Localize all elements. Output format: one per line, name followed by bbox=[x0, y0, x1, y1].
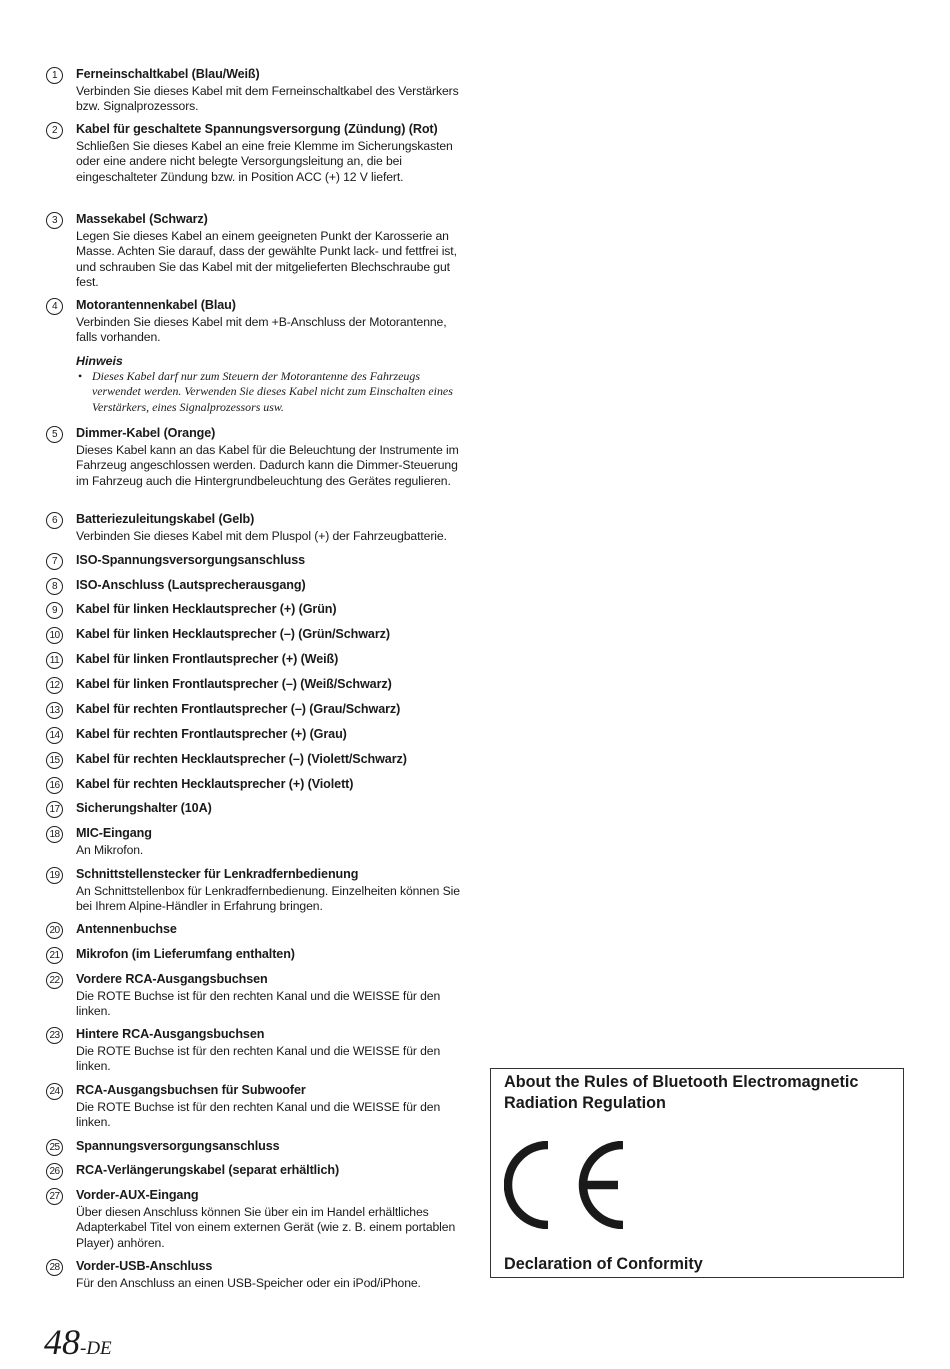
item-title: Kabel für linken Frontlautsprecher (–) (Weiß/Schwarz) bbox=[76, 677, 392, 691]
note-text: Dieses Kabel darf nur zum Steuern der Motorantenne des Fahrzeugs verwendet werden. Verwenden Sie dieses Kabel nicht zum Einschalten eines Verstärkers, eines Signalprozessors usw. bbox=[92, 368, 453, 414]
list-item bbox=[46, 799, 466, 818]
item-description: Schließen Sie dieses Kabel an eine freie Klemme im Sicherungskasten oder eine andere nicht belegte Versorgungsleitung an, die bei eingeschalteter Zündung bzw. in Position ACC (+) 12 V liefert. bbox=[76, 139, 453, 184]
item-number: 2 bbox=[46, 122, 63, 139]
item-number: 14 bbox=[46, 727, 63, 744]
item-description: Die ROTE Buchse ist für den rechten Kanal und die WEISSE für den linken. bbox=[76, 1044, 441, 1074]
item-number: 11 bbox=[46, 652, 63, 669]
item-title: Antennenbuchse bbox=[76, 922, 177, 936]
item-number: 4 bbox=[46, 298, 63, 315]
item-number: 28 bbox=[46, 1259, 63, 1276]
item-number: 9 bbox=[46, 602, 63, 619]
page-language-suffix: -DE bbox=[80, 1338, 112, 1359]
item-title: Spannungsversorgungsanschluss bbox=[76, 1139, 280, 1153]
item-number: 23 bbox=[46, 1027, 63, 1044]
list-item bbox=[46, 775, 466, 794]
item-description: Die ROTE Buchse ist für den rechten Kanal und die WEISSE für den linken. bbox=[76, 1100, 441, 1130]
bluetooth-regulation-box bbox=[490, 1068, 904, 1278]
item-description: An Mikrofon. bbox=[76, 843, 144, 857]
item-description: An Schnittstellenbox für Lenkradfernbedienung. Einzelheiten können Sie bei Ihrem Alpine-Händler in Erfahrung bringen. bbox=[76, 884, 460, 914]
item-title: MIC-Eingang bbox=[76, 826, 152, 840]
item-title: Kabel für linken Hecklautsprecher (–) (Grün/Schwarz) bbox=[76, 627, 390, 641]
list-item bbox=[46, 700, 466, 719]
item-number: 8 bbox=[46, 578, 63, 595]
item-title: Schnittstellenstecker für Lenkradfernbedienung bbox=[76, 867, 359, 881]
item-title: Kabel für linken Frontlautsprecher (+) (Weiß) bbox=[76, 652, 339, 666]
item-number: 25 bbox=[46, 1139, 63, 1156]
item-title: Kabel für rechten Hecklautsprecher (–) (Violett/Schwarz) bbox=[76, 752, 407, 766]
item-number: 19 bbox=[46, 867, 63, 884]
note-body bbox=[76, 369, 466, 415]
item-title: Vorder-AUX-Eingang bbox=[76, 1188, 199, 1202]
item-title: Massekabel (Schwarz) bbox=[76, 212, 208, 226]
list-item bbox=[46, 945, 466, 964]
list-item bbox=[46, 970, 466, 1020]
item-title: Sicherungshalter (10A) bbox=[76, 801, 212, 815]
list-item bbox=[46, 865, 466, 915]
item-title: Vorder-USB-Anschluss bbox=[76, 1259, 213, 1273]
list-item bbox=[46, 424, 466, 489]
item-title: Dimmer-Kabel (Orange) bbox=[76, 426, 216, 440]
item-number: 7 bbox=[46, 553, 63, 570]
item-number: 26 bbox=[46, 1163, 63, 1180]
ce-mark-logo bbox=[504, 1141, 629, 1229]
item-description: Die ROTE Buchse ist für den rechten Kanal und die WEISSE für den linken. bbox=[76, 989, 441, 1019]
list-item bbox=[46, 650, 466, 669]
item-number: 15 bbox=[46, 752, 63, 769]
list-item bbox=[46, 1137, 466, 1156]
item-number: 17 bbox=[46, 801, 63, 818]
item-number: 22 bbox=[46, 972, 63, 989]
item-note bbox=[76, 353, 466, 415]
list-item bbox=[46, 920, 466, 939]
item-number: 24 bbox=[46, 1083, 63, 1100]
item-title: ISO-Anschluss (Lautsprecherausgang) bbox=[76, 578, 306, 592]
list-item bbox=[46, 65, 466, 115]
item-number: 18 bbox=[46, 826, 63, 843]
item-number: 21 bbox=[46, 947, 63, 964]
item-number: 1 bbox=[46, 67, 63, 84]
item-title: Vordere RCA-Ausgangsbuchsen bbox=[76, 972, 268, 986]
list-item bbox=[46, 600, 466, 619]
item-title: Kabel für rechten Frontlautsprecher (–) (Grau/Schwarz) bbox=[76, 702, 401, 716]
item-title: Mikrofon (im Lieferumfang enthalten) bbox=[76, 947, 295, 961]
list-item bbox=[46, 296, 466, 415]
item-description: Für den Anschluss an einen USB-Speicher oder ein iPod/iPhone. bbox=[76, 1276, 421, 1290]
item-number: 16 bbox=[46, 777, 63, 794]
item-title: ISO-Spannungsversorgungsanschluss bbox=[76, 553, 306, 567]
list-item bbox=[46, 1161, 466, 1180]
note-heading: Hinweis bbox=[76, 353, 123, 368]
item-number: 6 bbox=[46, 512, 63, 529]
item-title: Ferneinschaltkabel (Blau/Weiß) bbox=[76, 67, 260, 81]
list-item bbox=[46, 1186, 466, 1251]
list-item bbox=[46, 510, 466, 544]
page-number-value: 48 bbox=[44, 1322, 80, 1362]
item-description: Über diesen Anschluss können Sie über ein im Handel erhältliches Adapterkabel Titel von einem externen Gerät (wie z. B. einem portablen Player) anhören. bbox=[76, 1205, 456, 1250]
item-description: Verbinden Sie dieses Kabel mit dem Pluspol (+) der Fahrzeugbatterie. bbox=[76, 529, 447, 543]
item-number: 13 bbox=[46, 702, 63, 719]
list-item bbox=[46, 120, 466, 185]
list-item bbox=[46, 625, 466, 644]
item-number: 5 bbox=[46, 426, 63, 443]
page-number bbox=[44, 1322, 112, 1369]
item-title: RCA-Ausgangsbuchsen für Subwoofer bbox=[76, 1083, 306, 1097]
list-item bbox=[46, 1025, 466, 1075]
item-number: 27 bbox=[46, 1188, 63, 1205]
item-title: Batteriezuleitungskabel (Gelb) bbox=[76, 512, 255, 526]
list-item bbox=[46, 725, 466, 744]
item-title: Hintere RCA-Ausgangsbuchsen bbox=[76, 1027, 265, 1041]
bullet-icon: • bbox=[78, 368, 83, 383]
list-item bbox=[46, 1257, 466, 1291]
item-title: RCA-Verlängerungskabel (separat erhältlich) bbox=[76, 1163, 340, 1177]
declaration-of-conformity: Declaration of Conformity bbox=[504, 1255, 703, 1273]
item-number: 20 bbox=[46, 922, 63, 939]
item-number: 3 bbox=[46, 212, 63, 229]
item-description: Dieses Kabel kann an das Kabel für die Beleuchtung der Instrumente im Fahrzeug angeschlossen werden. Dadurch kann die Dimmer-Steuerung im Fahrzeug auch die Hintergrundbeleuchtung des Gerätes regulieren. bbox=[76, 443, 459, 488]
list-item bbox=[46, 576, 466, 595]
list-item bbox=[46, 1081, 466, 1131]
list-item bbox=[46, 675, 466, 694]
item-title: Kabel für linken Hecklautsprecher (+) (Grün) bbox=[76, 602, 337, 616]
item-title: Kabel für geschaltete Spannungsversorgung (Zündung) (Rot) bbox=[76, 122, 438, 136]
list-item bbox=[46, 824, 466, 858]
list-item bbox=[46, 551, 466, 570]
item-number: 12 bbox=[46, 677, 63, 694]
item-title: Kabel für rechten Frontlautsprecher (+) (Grau) bbox=[76, 727, 347, 741]
list-item bbox=[46, 210, 466, 291]
item-description: Verbinden Sie dieses Kabel mit dem Ferneinschaltkabel des Verstärkers bzw. Signalprozessors. bbox=[76, 84, 459, 114]
item-number: 10 bbox=[46, 627, 63, 644]
item-title: Motorantennenkabel (Blau) bbox=[76, 298, 236, 312]
regulation-title: About the Rules of Bluetooth Electromagnetic Radiation Regulation bbox=[504, 1073, 859, 1112]
item-title: Kabel für rechten Hecklautsprecher (+) (Violett) bbox=[76, 777, 354, 791]
item-description: Legen Sie dieses Kabel an einem geeigneten Punkt der Karosserie an Masse. Achten Sie darauf, dass der gewählte Punkt lack- und fettfrei ist, und schrauben Sie das Kabel mit der mitgelieferten Blechschraube gut fest. bbox=[76, 229, 457, 290]
list-item bbox=[46, 750, 466, 769]
item-description: Verbinden Sie dieses Kabel mit dem +B-Anschluss der Motorantenne, falls vorhanden. bbox=[76, 315, 447, 345]
